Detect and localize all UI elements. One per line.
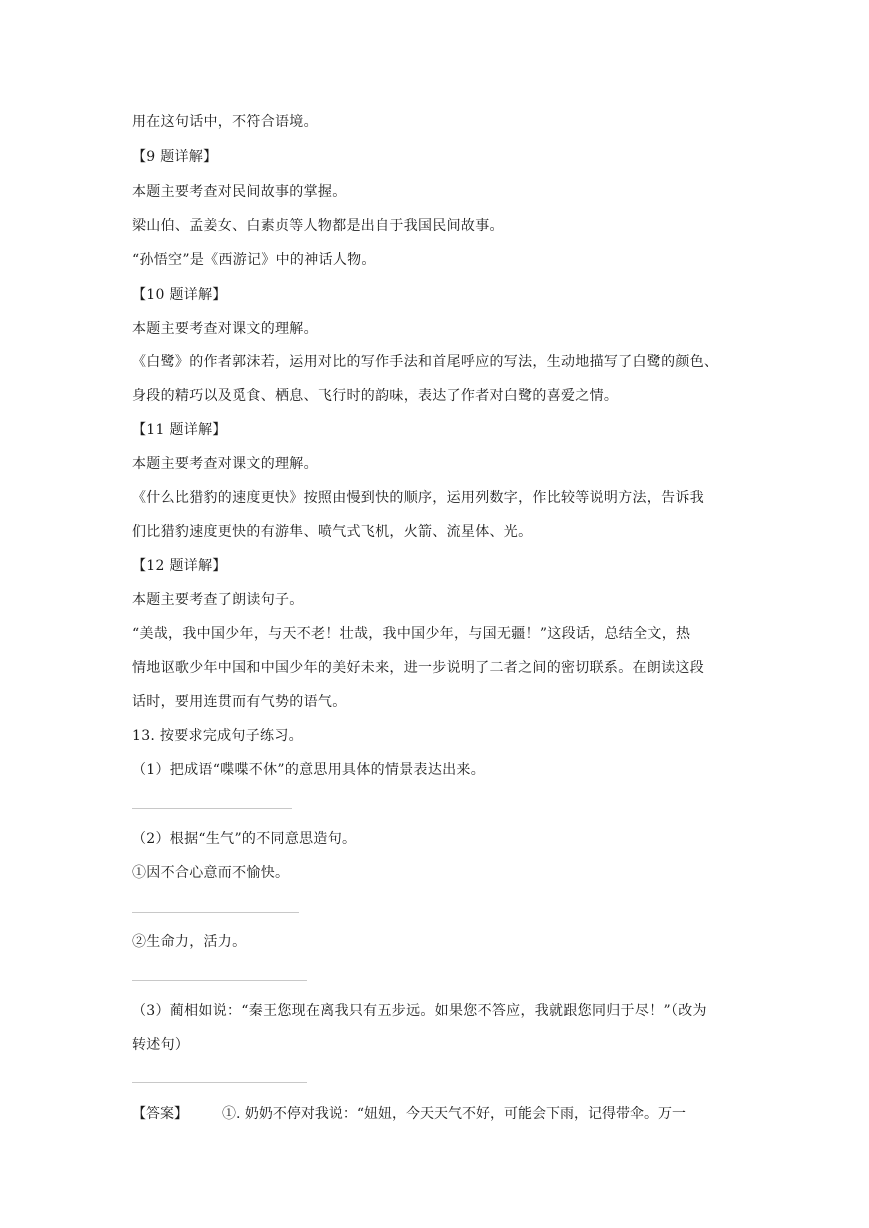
- text-line: 《白鹭》的作者郭沫若，运用对比的写作手法和首尾呼应的写法，生动地描写了白鹭的颜色、: [132, 354, 719, 370]
- text-line: 们比猎豹速度更快的有游隼、喷气式飞机，火箭、流星体、光。: [132, 524, 533, 540]
- text-line: 《什么比猎豹的速度更快》按照由慢到快的顺序，运用列数字，作比较等说明方法，告诉我: [132, 490, 704, 506]
- answer-blank: [132, 808, 292, 809]
- answer-blank: [132, 1082, 307, 1083]
- question-title: 13. 按要求完成句子练习。: [132, 728, 303, 744]
- section-heading: 【10 题详解】: [132, 287, 227, 303]
- text-line: 本题主要考查对课文的理解。: [132, 321, 318, 337]
- answer-blank: [132, 980, 307, 981]
- text-line: 身段的精巧以及觅食、栖息、飞行时的韵味，表达了作者对白鹭的喜爱之情。: [132, 388, 619, 404]
- text-line: ①因不合心意而不愉快。: [132, 865, 290, 881]
- section-heading: 【12 题详解】: [132, 558, 227, 574]
- answer-text: ①. 奶奶不停对我说：“妞妞，今天天气不好，可能会下雨，记得带伞。万一: [222, 1106, 687, 1122]
- answer-label: 【答案】: [132, 1106, 188, 1122]
- text-line: “美哉，我中国少年，与天不老！壮哉，我中国少年，与国无疆！”这段话，总结全文，热: [132, 626, 691, 642]
- text-line: 话时，要用连贯而有气势的语气。: [132, 694, 347, 710]
- answer-blank: [132, 912, 299, 913]
- sub-question: （2）根据“生气”的不同意思造句。: [132, 831, 357, 847]
- text-line: 本题主要考查了朗读句子。: [132, 592, 304, 608]
- text-line: 转述句）: [132, 1037, 190, 1053]
- section-heading: 【9 题详解】: [132, 149, 218, 165]
- text-line: 本题主要考查对民间故事的掌握。: [132, 184, 347, 200]
- text-line: “孙悟空”是《西游记》中的神话人物。: [132, 252, 376, 268]
- text-line: 梁山伯、孟姜女、白素贞等人物都是出自于我国民间故事。: [132, 218, 504, 234]
- text-line: ②生命力，活力。: [132, 934, 247, 950]
- text-line: 本题主要考查对课文的理解。: [132, 456, 318, 472]
- text-line: 用在这句话中，不符合语境。: [132, 114, 318, 130]
- text-line: 情地讴歌少年中国和中国少年的美好未来，进一步说明了二者之间的密切联系。在朗读这段: [132, 660, 704, 676]
- section-heading: 【11 题详解】: [132, 422, 227, 438]
- sub-question: （1）把成语“喋喋不休”的意思用具体的情景表达出来。: [132, 762, 486, 778]
- sub-question: （3）蔺相如说：“秦王您现在离我只有五步远。如果您不答应，我就跟您同归于尽！”（改为: [132, 1003, 707, 1019]
